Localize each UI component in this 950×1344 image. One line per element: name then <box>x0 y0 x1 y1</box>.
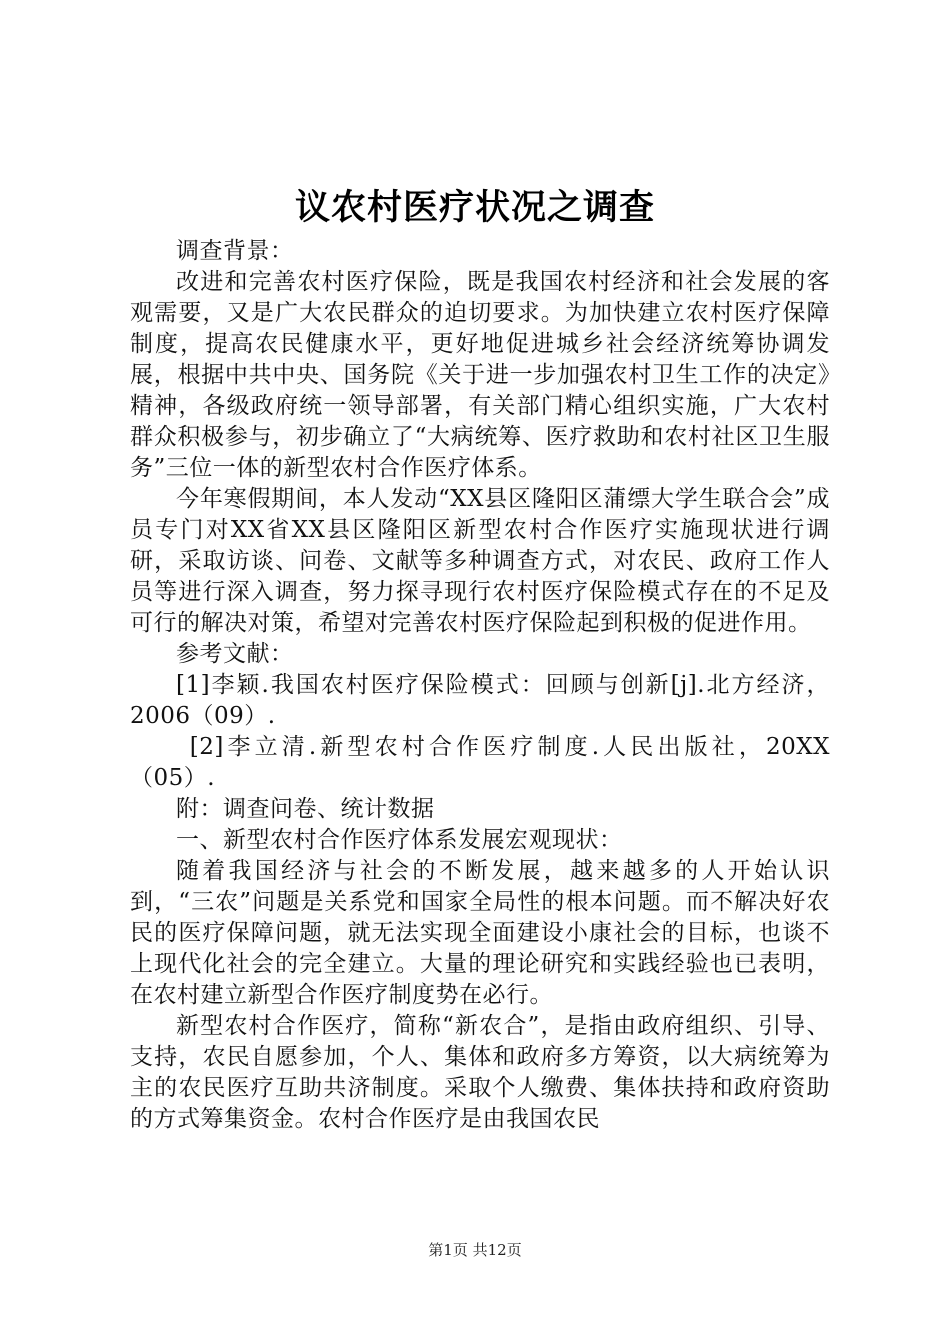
paragraph-reference-1: [1]李颖.我国农村医疗保险模式：回顾与创新[j].北方经济，2006（09）. <box>130 672 830 729</box>
paragraph-references-heading: 参考文献： <box>176 641 294 667</box>
page-footer: 第1页 共12页 <box>428 1241 522 1259</box>
document-title: 议农村医疗状况之调查 <box>294 187 655 228</box>
paragraph-section-1-text: 随着我国经济与社会的不断发展，越来越多的人开始认识到，“三农”问题是关系党和国家全局性的根本问题。而不解决好农民的医疗保障问题，就无法实现全面建设小康社会的目标，也谈不上现代化社会的完全建立。大量的理论研究和实践经验也已表明，在农村建立新型合作医疗制度势在必行。 <box>130 858 830 1008</box>
document-body <box>130 236 830 1135</box>
paragraph-new-coop-medical: 新型农村合作医疗，简称“新农合”，是指由政府组织、引导、支持，农民自愿参加，个人、集体和政府多方筹资，以大病统筹为主的农民医疗互助共济制度。采取个人缴费、集体扶持和政府资助的方式筹集资金。农村合作医疗是由我国农民 <box>130 1013 830 1132</box>
paragraph-reference-2: [2]李立清.新型农村合作医疗制度.人民出版社，20XX（05）. <box>130 734 830 791</box>
paragraph-appendix: 附：调查问卷、统计数据 <box>176 796 435 822</box>
paragraph-section-1-heading: 一、新型农村合作医疗体系发展宏观现状： <box>176 827 623 853</box>
paragraph-survey-description: 今年寒假期间，本人发动“XX县区隆阳区蒲缥大学生联合会”成员专门对XX省XX县区隆阳区新型农村合作医疗实施现状进行调研，采取访谈、问卷、文献等多种调查方式，对农民、政府工作人员等进行深入调查，努力探寻现行农村医疗保险模式存在的不足及可行的解决对策，希望对完善农村医疗保险起到积极的促进作用。 <box>130 486 830 636</box>
paragraph-background-text: 改进和完善农村医疗保险，既是我国农村经济和社会发展的客观需要，又是广大农民群众的迫切要求。为加快建立农村医疗保障制度，提高农民健康水平，更好地促进城乡社会经济统筹协调发展，根据中共中央、国务院《关于进一步加强农村卫生工作的决定》精神，各级政府统一领导部署，有关部门精心组织实施，广大农村群众积极参与，初步确立了“大病统筹、医疗救助和农村社区卫生服务”三位一体的新型农村合作医疗体系。 <box>130 269 830 481</box>
paragraph-survey-background-heading: 调查背景： <box>176 238 294 264</box>
